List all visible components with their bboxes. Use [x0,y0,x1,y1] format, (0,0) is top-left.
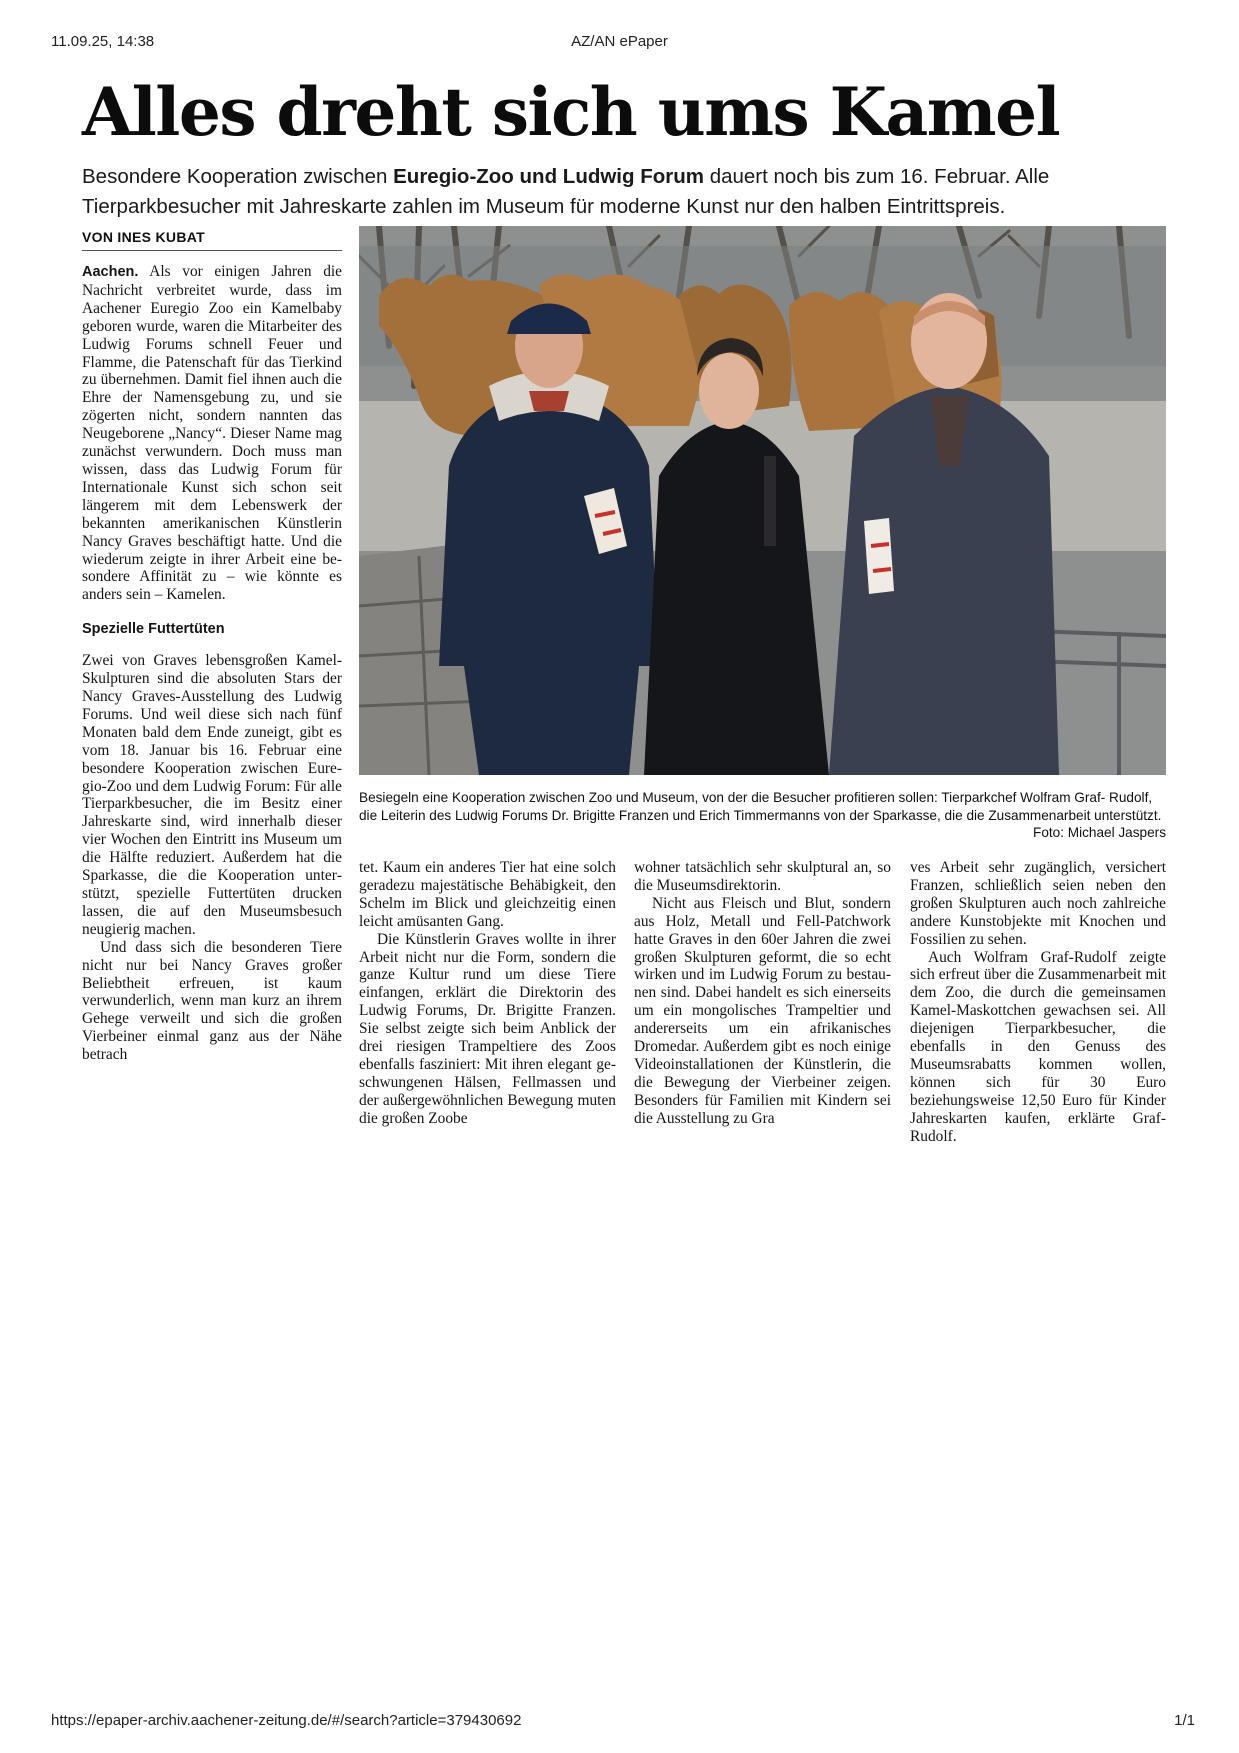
article-url: https://epaper-archiv.aachener-zeitung.de/#/search?article=379430692 [51,1712,522,1729]
paragraph: Nicht aus Fleisch und Blut, sondern aus Holz, Metall und Fell-Patchwork hatte Graves in den 60er Jahren die zwei großen Skulpturen geformt, die so echt wirken und im Ludwig Forum zu bestaunen sind. Dabei handelt es sich einerseits um ein mongolisches Trampeltier und andererseits um ein afrikanisches Dromedar. Außerdem gibt es noch einige Videoinstallationen der Künstlerin, die die Bewegung der Vierbeiner zeigen. Besonders für Familien mit Kindern sei die Ausstellung zu Gra [634,894,891,1127]
paragraph: Zwei von Graves lebensgroßen Kamel-Skulpturen sind die absoluten Stars der Nancy Graves-Ausstellung des Ludwig Forums. Und weil diese sich nach fünf Monaten bald dem Ende zuneigt, gibt es vom 18. Januar bis 16. Februar eine besondere Kooperation zwischen Euregio-Zoo und dem Ludwig Forum: Für alle Tierparkbesucher, die im Besitz einer Jahreskarte sind, wird innerhalb dieser vier Wochen den Eintritt ins Museum um die Hälfte reduziert. Außerdem hat die Sparkasse, die die Kooperation unterstützt, spezielle Futtertüten drucken lassen, die auf den Museumsbesuch neugierig machen. [82,652,342,938]
photo-caption [359,789,1166,842]
headline: Alles dreht sich ums Kamel [82,73,1060,151]
subheadline-part2: dauert noch bis zum 16. Februar. Alle Tierparkbesucher mit Jahreskarte zahlen im Museum für moderne Kunst nur den halben Eintrittspreis. [82,165,1050,218]
caption-text: Besiegeln eine Kooperation zwischen Zoo und Museum, von der die Besucher profitieren sollen: Tierparkchef Wolfram Graf- Rudolf, die Leiterin des Ludwig Forums Dr. Brigitte Franzen und Erich Timmermanns von der Sparkasse, die die Zusammenarbeit unterstützt. [359,790,1162,823]
byline: VON INES KUBAT [82,229,342,251]
paragraph: Auch Wolfram Graf-Rudolf zeigte sich erfreut über die Zusammenarbeit mit dem Zoo, die durch die gemeinsamen Kamel-Maskottchen gewachsen sei. All diejenigen Tierparkbesucher, die ebenfalls in den Genuss des Museumsrabatts kommen wollen, können sich für 30 Euro beziehungsweise 12,50 Euro für Kinder Jahreskarten kaufen, erklärte Graf-Rudolf. [910,948,1166,1145]
print-site-title: AZ/AN ePaper [571,33,668,50]
paragraph: Die Künstlerin Graves wollte in ihrer Arbeit nicht nur die Form, sondern die ganze Kultur rund um diese Tiere einfangen, erklärt die Direktorin des Ludwig Forums, Dr. Brigitte Franzen. Sie selbst zeigte sich beim Anblick der drei riesigen Trampeltiere des Zoos ebenfalls fasziniert: Mit ihren elegant geschwungenen Hälsen, Fellmassen und der außergewöhnlichen Bewegung muten die großen Zoobe [359,930,616,1127]
column-3 [634,859,891,1128]
subheadline-part1: Besondere Kooperation zwischen [82,165,394,188]
photo-credit: Foto: Michael Jaspers [1033,825,1166,840]
paragraph-text: Als vor einigen Jahren die Nachricht verbreitet wurde, dass im Aachener Euregio Zoo ein Kamelbaby geboren wurde, waren die Mitarbeiter des Ludwig Forums schnell Feuer und Flamme, die Patenschaft für das Tierkind zu übernehmen. Damit fiel ihnen auch die Ehre der Namensgebung zu, und sie zögerten nicht, sondern nannten das Neugeborene „Nancy“. Dieser Name mag zunächst verwundern. Doch muss man wissen, dass das Ludwig Forum für Internationale Kunst sich schon seit längerem mit dem Lebenswerk der bekannten amerikanischen Künstlerin Nancy Graves beschäftigt hatte. Und die wiederum zeigte in ihrer Arbeit eine besondere Affinität zu – wie könnte es anders sein – Kamelen. [82,263,342,604]
subhead: Spezielle Futtertüten [82,621,225,638]
column-1 [82,263,342,1064]
subheadline [82,162,1182,222]
column-4 [910,859,1166,1146]
page-number: 1/1 [1174,1712,1195,1729]
paragraph: wohner tatsächlich sehr skulptural an, so die Museumsdirektorin. [634,859,891,894]
lead-place: Aachen. [82,264,139,280]
print-date: 11.09.25, 14:38 [51,33,155,50]
print-header [0,33,1239,53]
article-photo [359,226,1166,775]
photo-illustration [359,226,1166,775]
paragraph [82,263,342,604]
subheadline-bold: Euregio-Zoo und Ludwig Forum [393,165,704,188]
column-2 [359,859,616,1128]
print-footer [0,1712,1239,1732]
paragraph: tet. Kaum ein anderes Tier hat eine solch geradezu majestätische Behäbigkeit, den Schelm im Blick und gleichzeitig einen leicht amüsanten Gang. [359,859,616,930]
paragraph: Und dass sich die besonderen Tiere nicht nur bei Nancy Graves großer Beliebtheit erfreuen, ist kaum verwunderlich, wenn man kurz an ihrem Gehege verweilt und sich die großen Vierbeiner einmal ganz aus der Nähe betrach [82,938,342,1064]
paragraph: ves Arbeit sehr zugänglich, versichert Franzen, schließlich seien neben den großen Skulpturen auch noch zahlreiche andere Kunstobjekte mit Knochen und Fossilien zu sehen. [910,859,1166,948]
